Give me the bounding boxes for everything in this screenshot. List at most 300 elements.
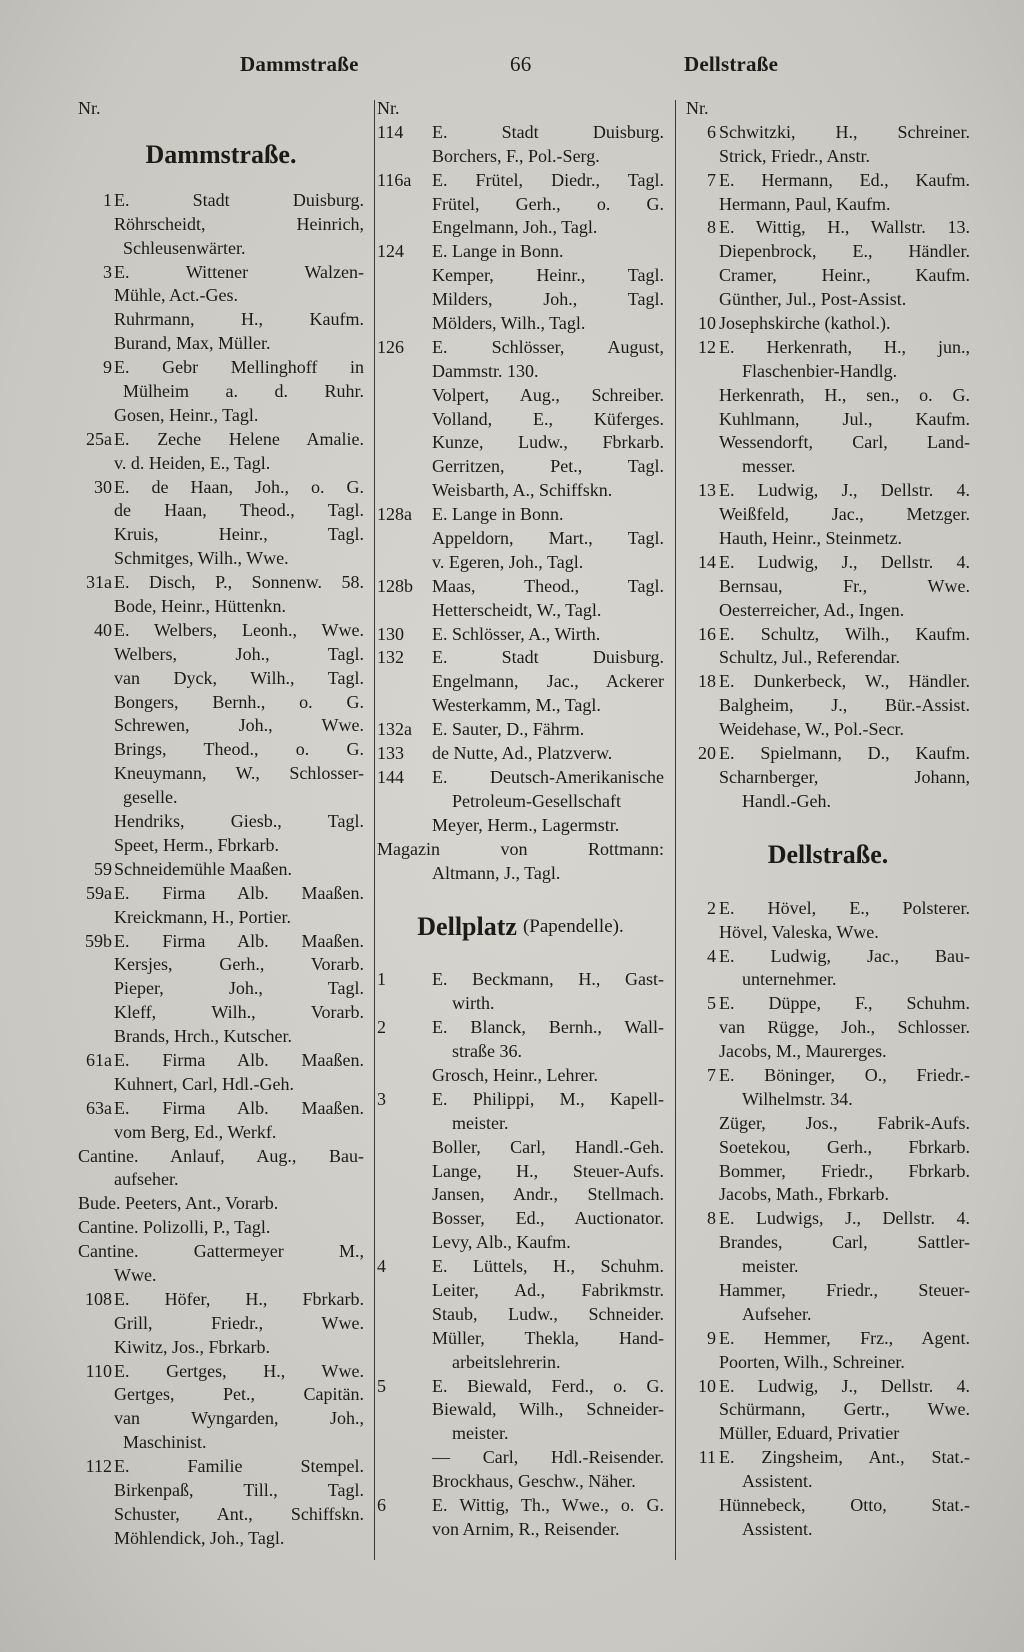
directory-line [377, 1398, 664, 1422]
house-number: 10 [698, 1375, 716, 1396]
entry-text: Hammer, Friedr., Steuer- [719, 1279, 970, 1300]
entry-text: Burand, Max, Müller. [114, 333, 271, 354]
entry-text: meister. [452, 1423, 509, 1444]
directory-line [78, 1479, 364, 1503]
section-heading [686, 814, 970, 897]
entry-text: aufseher. [114, 1169, 179, 1190]
entry-text: Hermann, Paul, Kaufm. [719, 193, 891, 214]
directory-entry [78, 476, 364, 500]
entry-text: van Dyck, Wilh., Tagl. [114, 667, 364, 688]
entry-text: Flaschenbier-Handlg. [742, 360, 898, 381]
entry-text: Leiter, Ad., Fabrikmstr. [432, 1279, 664, 1300]
directory-line [78, 1407, 364, 1431]
directory-entry [78, 571, 364, 595]
directory-entry [78, 356, 364, 380]
directory-entry [377, 1016, 664, 1040]
house-number: 124 [377, 241, 404, 262]
entry-text: Westerkamm, M., Tagl. [432, 695, 601, 716]
directory-line [78, 1216, 364, 1240]
directory-line [78, 499, 364, 523]
entry-text: E. Hermann, Ed., Kaufm. [719, 169, 970, 190]
entry-text: Diepenbrock, E., Händler. [719, 241, 970, 262]
entry-text: Wwe. [114, 1264, 157, 1285]
directory-entry [78, 189, 364, 213]
entry-text: Kuhlmann, Jul., Kaufm. [719, 408, 970, 429]
directory-entry [78, 1360, 364, 1384]
entry-text: van Wyngarden, Joh., [114, 1408, 364, 1429]
directory-line [377, 312, 664, 336]
directory-line [686, 455, 970, 479]
house-number: 10 [698, 313, 716, 334]
entry-text: Wilhelmstr. 34. [742, 1088, 853, 1109]
entry-text: E. Firma Alb. Maaßen. [114, 882, 364, 903]
directory-line [78, 213, 364, 237]
house-number: 6 [377, 1494, 386, 1515]
entry-text: E. Biewald, Ferd., o. G. [432, 1375, 664, 1396]
directory-line [78, 1431, 364, 1455]
directory-entry [686, 1446, 970, 1470]
entry-text: Schultz, Jul., Referendar. [719, 647, 900, 668]
entry-text: Nr. [78, 98, 101, 118]
entry-text: E. Zingsheim, Ant., Stat.- [719, 1447, 970, 1468]
entry-text: Schürmann, Gertr., Wwe. [719, 1399, 970, 1420]
entry-text: Brandes, Carl, Sattler- [719, 1232, 970, 1253]
directory-entry [686, 1327, 970, 1351]
directory-entry [78, 1049, 364, 1073]
entry-text: E. Gertges, H., Wwe. [114, 1360, 364, 1381]
house-number: 8 [707, 1208, 716, 1229]
section-heading-subtitle: (Papendelle). [522, 915, 624, 937]
entry-text: E. Ludwig, J., Dellstr. 4. [719, 551, 970, 572]
directory-entry [377, 766, 664, 790]
entry-text: Handl.-Geh. [742, 790, 831, 811]
entry-text: straße 36. [452, 1041, 522, 1062]
directory-entry [686, 1064, 970, 1088]
house-number: 59 [94, 858, 112, 879]
entry-text: Josephskirche (kathol.). [719, 313, 891, 334]
entry-text: E. Spielmann, D., Kaufm. [719, 743, 970, 764]
entry-text: Bude. Peeters, Ant., Vorarb. [78, 1193, 279, 1214]
house-number: 13 [698, 480, 716, 501]
entry-text: Bongers, Bernh., o. G. [114, 691, 364, 712]
directory-line [686, 503, 970, 527]
entry-text: E. Firma Alb. Maaßen. [114, 930, 364, 951]
house-number: 61a [86, 1049, 112, 1070]
directory-line [686, 1112, 970, 1136]
entry-text: Hövel, Valeska, Wwe. [719, 921, 879, 942]
directory-line [78, 237, 364, 261]
directory-entry [686, 121, 970, 145]
directory-line [78, 308, 364, 332]
directory-line [686, 240, 970, 264]
directory-line [686, 1470, 970, 1494]
entry-text: Poorten, Wilh., Schreiner. [719, 1351, 905, 1372]
entry-text: E. Blanck, Bernh., Wall- [432, 1017, 664, 1038]
directory-line [78, 404, 364, 428]
directory-line [377, 862, 664, 886]
entry-text: Birkenpaß, Till., Tagl. [114, 1479, 364, 1500]
directory-line [377, 599, 664, 623]
house-number: 3 [103, 261, 112, 282]
entry-text: E. Ludwig, J., Dellstr. 4. [719, 480, 970, 501]
directory-line [377, 384, 664, 408]
directory-line [377, 145, 664, 169]
directory-line [78, 1527, 364, 1551]
entry-text: Volpert, Aug., Schreiber. [432, 384, 664, 405]
directory-entry [686, 945, 970, 969]
directory-line [686, 527, 970, 551]
column-1 [78, 97, 364, 1551]
house-number: 130 [377, 623, 404, 644]
entry-text: E. Disch, P., Sonnenw. 58. [114, 572, 364, 593]
entry-text: Kersjes, Gerh., Vorarb. [114, 954, 364, 975]
house-number: 144 [377, 766, 404, 787]
directory-entry [377, 169, 664, 193]
directory-line [78, 452, 364, 476]
directory-line [377, 1231, 664, 1255]
directory-line [377, 1518, 664, 1542]
entry-text: E. Hemmer, Frz., Agent. [719, 1327, 970, 1348]
directory-line [686, 360, 970, 384]
entry-text: Engelmann, Jac., Ackerer [432, 671, 664, 692]
entry-text: E. Beckmann, H., Gast- [432, 969, 664, 990]
directory-line [686, 1518, 970, 1542]
entry-text: Jacobs, M., Maurerges. [719, 1041, 887, 1062]
directory-line [686, 408, 970, 432]
directory-entry [686, 1207, 970, 1231]
directory-entry [377, 623, 664, 647]
entry-text: Kemper, Heinr., Tagl. [432, 265, 664, 286]
entry-text: Kuhnert, Carl, Hdl.-Geh. [114, 1073, 294, 1094]
running-head-right: Dellstraße [684, 52, 779, 76]
entry-text: Weidehase, W., Pol.-Secr. [719, 719, 905, 740]
entry-text: E. Lange in Bonn. [432, 241, 564, 262]
entry-text: Mühle, Act.-Ges. [114, 285, 238, 306]
directory-line [377, 455, 664, 479]
entry-text: wirth. [452, 993, 495, 1014]
house-number: 31a [86, 572, 112, 593]
house-number: 7 [707, 1064, 716, 1085]
house-number: 110 [85, 1360, 112, 1381]
directory-line [686, 1160, 970, 1184]
directory-entry [686, 169, 970, 193]
entry-text: E. Schlösser, August, [432, 336, 664, 357]
directory-line [377, 264, 664, 288]
directory-line [686, 1231, 970, 1255]
entry-text: Soetekou, Gerh., Fbrkarb. [719, 1136, 970, 1157]
directory-line [377, 1207, 664, 1231]
directory-entry [377, 1255, 664, 1279]
directory-line [686, 575, 970, 599]
entry-text: Altmann, J., Tagl. [432, 862, 561, 883]
directory-entry [78, 1097, 364, 1121]
house-number: 59a [86, 882, 112, 903]
entry-text: Brings, Theod., o. G. [114, 739, 364, 760]
section-heading-title: Dellstraße. [767, 840, 889, 870]
entry-text: — Carl, Hdl.-Reisender. [432, 1447, 664, 1468]
directory-line [78, 691, 364, 715]
entry-text: E. Sauter, D., Fährm. [432, 719, 585, 740]
house-number: 6 [707, 121, 716, 142]
entry-text: Speet, Herm., Fbrkarb. [114, 834, 279, 855]
column-divider [675, 100, 676, 1560]
directory-line [377, 814, 664, 838]
house-number: 12 [698, 336, 716, 357]
entry-text: Gerritzen, Pet., Tagl. [432, 456, 664, 477]
column-2 [377, 97, 664, 1542]
directory-line [78, 1383, 364, 1407]
house-number: 1 [103, 189, 112, 210]
directory-line [377, 1279, 664, 1303]
entry-text: Schrewen, Joh., Wwe. [114, 715, 364, 736]
directory-line [78, 380, 364, 404]
entry-text: Weißfeld, Jac., Metzger. [719, 504, 970, 525]
directory-entry [377, 121, 664, 145]
directory-line [377, 288, 664, 312]
directory-line [686, 1088, 970, 1112]
entry-text: E. Wittig, Th., Wwe., o. G. [432, 1494, 664, 1515]
entry-text: Schwitzki, H., Schreiner. [719, 121, 970, 142]
directory-line [377, 551, 664, 575]
entry-text: unternehmer. [742, 969, 837, 990]
entry-text: E. Lüttels, H., Schuhm. [432, 1256, 664, 1277]
directory-line [377, 216, 664, 240]
entry-text: Frütel, Gerh., o. G. [432, 193, 664, 214]
directory-line [78, 523, 364, 547]
directory-entry [78, 1288, 364, 1312]
directory-line [377, 694, 664, 718]
entry-text: E. Stadt Duisburg. [432, 647, 664, 668]
house-number: 8 [707, 217, 716, 238]
running-head-left: Dammstraße [240, 52, 359, 76]
directory-line [78, 738, 364, 762]
entry-text: Petroleum-Gesellschaft [452, 790, 621, 811]
entry-text: Wessendorft, Carl, Land- [719, 432, 970, 453]
house-number: 114 [377, 121, 404, 142]
entry-text: Hünnebeck, Otto, Stat.- [719, 1494, 970, 1515]
entry-text: Bernsau, Fr., Wwe. [719, 575, 970, 596]
directory-entry [377, 575, 664, 599]
directory-entry [78, 882, 364, 906]
house-number: 5 [707, 993, 716, 1014]
directory-line [78, 1001, 364, 1025]
directory-line [78, 1192, 364, 1216]
entry-text: Bommer, Friedr., Fbrkarb. [719, 1160, 970, 1181]
directory-line [377, 1351, 664, 1375]
entry-text: E. Zeche Helene Amalie. [114, 428, 364, 449]
entry-text: Nr. [377, 98, 400, 118]
entry-text: Kleff, Wilh., Vorarb. [114, 1002, 364, 1023]
directory-line [686, 694, 970, 718]
directory-line [377, 1112, 664, 1136]
entry-text: Engelmann, Joh., Tagl. [432, 217, 598, 238]
directory-entry [377, 646, 664, 670]
entry-text: Mölders, Wilh., Tagl. [432, 313, 586, 334]
entry-text: Borchers, F., Pol.-Serg. [432, 145, 600, 166]
entry-text: v. d. Heiden, E., Tagl. [114, 452, 271, 473]
entry-text: Mülheim a. d. Ruhr. [123, 381, 364, 402]
entry-text: E. Gebr Mellinghoff in [114, 357, 364, 378]
house-number: 25a [86, 428, 112, 449]
entry-text: Ruhrmann, H., Kaufm. [114, 309, 364, 330]
house-number: 132 [377, 647, 404, 668]
directory-line [78, 667, 364, 691]
entry-text: E. Wittig, H., Wallstr. 13. [719, 217, 970, 238]
directory-line [377, 527, 664, 551]
directory-entry [377, 718, 664, 742]
directory-line [78, 762, 364, 786]
directory-line [686, 384, 970, 408]
entry-text: meister. [742, 1256, 799, 1277]
column-3 [686, 97, 970, 1542]
house-number: 30 [94, 476, 112, 497]
entry-text: Lange, H., Steuer-Aufs. [432, 1160, 664, 1181]
directory-entry [686, 216, 970, 240]
entry-text: E. Düppe, F., Schuhm. [719, 993, 970, 1014]
entry-text: Schmitges, Wilh., Wwe. [114, 548, 289, 569]
entry-text: Kunze, Ludw., Fbrkarb. [432, 432, 664, 453]
entry-text: Röhrscheidt, Heinrich, [114, 213, 364, 234]
directory-line [78, 1145, 364, 1169]
directory-line [377, 408, 664, 432]
directory-line [78, 1336, 364, 1360]
house-number: 40 [94, 619, 112, 640]
entry-text: E. Frütel, Diedr., Tagl. [432, 169, 664, 190]
entry-text: E. de Haan, Joh., o. G. [114, 476, 364, 497]
directory-line [377, 431, 664, 455]
entry-text: Hetterscheidt, W., Tagl. [432, 599, 602, 620]
entry-text: Dammstr. 130. [432, 360, 539, 381]
entry-text: de Nutte, Ad., Platzverw. [432, 743, 613, 764]
directory-line [686, 1016, 970, 1040]
entry-text: E. Herkenrath, H., jun., [719, 336, 970, 357]
entry-text: Welbers, Joh., Tagl. [114, 643, 364, 664]
house-number: 63a [86, 1097, 112, 1118]
directory-line [377, 1183, 664, 1207]
house-number: 2 [707, 897, 716, 918]
entry-text: E. Ludwig, Jac., Bau- [719, 945, 970, 966]
house-number: 116a [377, 169, 412, 190]
entry-text: E. Höfer, H., Fbrkarb. [114, 1288, 364, 1309]
house-number: 3 [377, 1088, 386, 1109]
entry-text: von Arnim, R., Reisender. [432, 1518, 620, 1539]
entry-text: E. Wittener Walzen- [114, 261, 364, 282]
directory-entry [78, 858, 364, 882]
directory-line [78, 1073, 364, 1097]
directory-line [686, 968, 970, 992]
house-number: 108 [85, 1288, 112, 1309]
directory-entry [686, 336, 970, 360]
directory-line [686, 599, 970, 623]
directory-line [686, 145, 970, 169]
entry-text: Schneidemühle Maaßen. [114, 858, 292, 879]
house-number: 1 [377, 969, 386, 990]
directory-line [686, 1303, 970, 1327]
entry-text: E. Schlösser, A., Wirth. [432, 623, 601, 644]
house-number: 14 [698, 551, 716, 572]
entry-text: Cantine. Gattermeyer M., [78, 1241, 364, 1262]
directory-line [686, 718, 970, 742]
directory-line [686, 1351, 970, 1375]
section-heading-title: Dellplatz [417, 911, 517, 941]
column-divider [374, 100, 375, 1560]
house-number: 11 [698, 1447, 716, 1468]
entry-text: v. Egeren, Joh., Tagl. [432, 551, 584, 572]
entry-text: Scharnberger, Johann, [719, 766, 970, 787]
entry-text: Jansen, Andr., Stellmach. [432, 1184, 664, 1205]
house-number: 18 [698, 671, 716, 692]
house-number: 4 [377, 1256, 386, 1277]
house-number: 20 [698, 743, 716, 764]
directory-entry [78, 930, 364, 954]
entry-text: E. Stadt Duisburg. [114, 189, 364, 210]
directory-line [686, 1040, 970, 1064]
directory-line [686, 921, 970, 945]
directory-line [377, 479, 664, 503]
entry-text: Strick, Friedr., Anstr. [719, 145, 871, 166]
entry-text: Staub, Ludw., Schneider. [432, 1303, 664, 1324]
entry-text: E. Böninger, O., Friedr.- [719, 1064, 970, 1085]
entry-text: arbeitslehrerin. [452, 1351, 561, 1372]
house-number: 126 [377, 336, 404, 357]
entry-text: Balgheim, J., Bür.-Assist. [719, 695, 970, 716]
entry-text: E. Firma Alb. Maaßen. [114, 1049, 364, 1070]
directory-entry [686, 742, 970, 766]
directory-line [377, 1160, 664, 1184]
directory-entry [377, 968, 664, 992]
entry-text: E. Schultz, Wilh., Kaufm. [719, 623, 970, 644]
entry-text: Oesterreicher, Ad., Ingen. [719, 599, 905, 620]
directory-line [377, 1303, 664, 1327]
directory-line [686, 646, 970, 670]
directory-line [686, 1494, 970, 1518]
page-number: 66 [510, 52, 532, 76]
entry-text: Nr. [686, 98, 709, 118]
directory-line [78, 1264, 364, 1288]
house-number: 133 [377, 743, 404, 764]
directory-line [377, 1040, 664, 1064]
section-heading-title: Dammstraße. [145, 139, 297, 169]
house-number: 59b [85, 930, 112, 951]
directory-line [686, 1279, 970, 1303]
directory-entry [686, 897, 970, 921]
house-number: 112 [85, 1456, 112, 1477]
directory-entry [686, 551, 970, 575]
directory-line [78, 1168, 364, 1192]
section-heading [78, 121, 364, 189]
entry-text: Kneuymann, W., Schlosser- [114, 763, 364, 784]
directory-line [686, 790, 970, 814]
section-heading [377, 885, 664, 968]
entry-text: meister. [452, 1112, 509, 1133]
entry-text: Bosser, Ed., Auctionator. [432, 1208, 664, 1229]
directory-line [686, 288, 970, 312]
entry-text: Bode, Heinr., Hüttenkn. [114, 596, 286, 617]
entry-text: E. Hövel, E., Polsterer. [719, 897, 970, 918]
entry-text: E. Deutsch-Amerikanische [432, 766, 664, 787]
directory-line [78, 547, 364, 571]
entry-text: E. Stadt Duisburg. [432, 121, 664, 142]
directory-entry [377, 1375, 664, 1399]
directory-line [78, 643, 364, 667]
entry-text: Kruis, Heinr., Tagl. [114, 524, 364, 545]
directory-line [686, 1398, 970, 1422]
directory-line [78, 786, 364, 810]
directory-entry [377, 1494, 664, 1518]
directory-line [686, 1183, 970, 1207]
directory-line [78, 906, 364, 930]
entry-text: Appeldorn, Mart., Tagl. [432, 528, 664, 549]
